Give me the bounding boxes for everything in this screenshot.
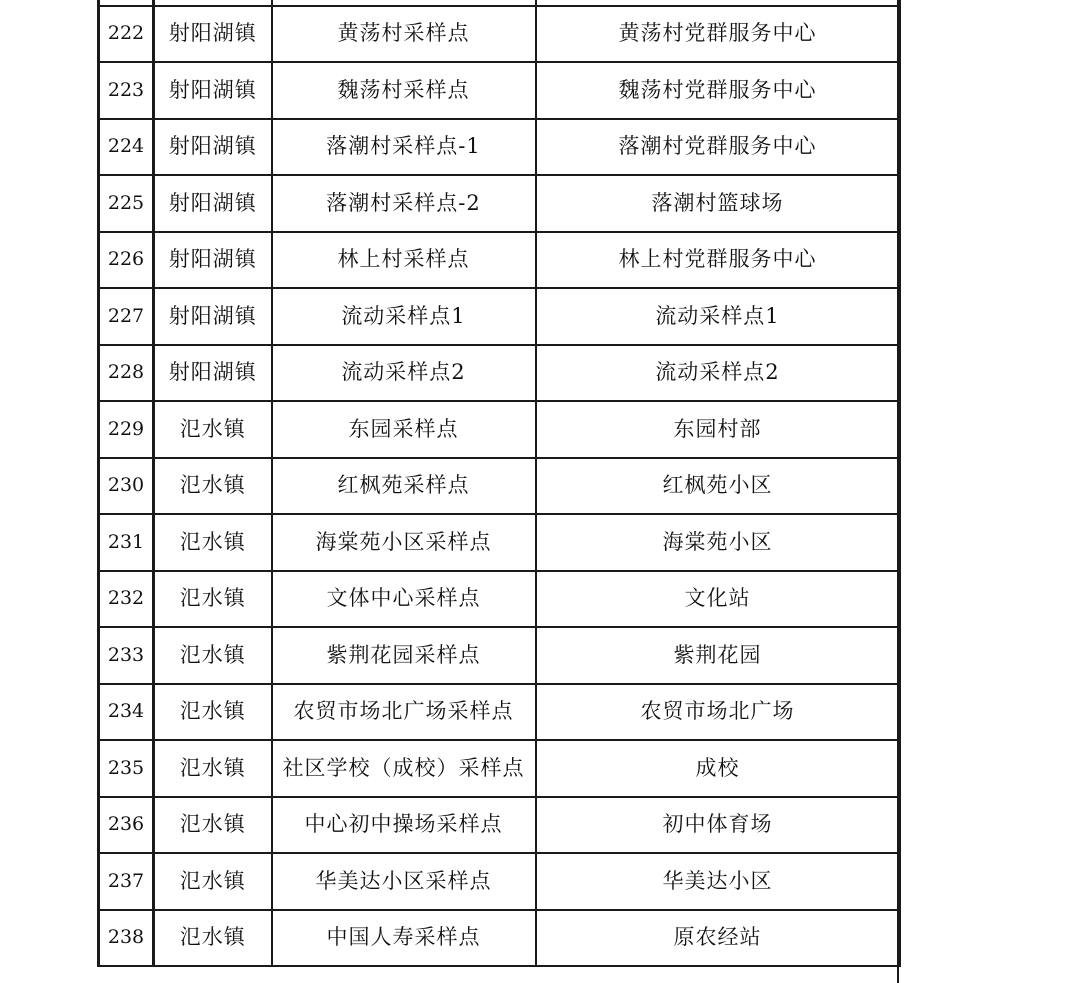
sampling-site-cell: 东园采样点 bbox=[272, 401, 536, 458]
sampling-site-cell: 农贸市场北广场采样点 bbox=[272, 684, 536, 741]
row-number-cell: 237 bbox=[99, 853, 154, 910]
row-number-cell: 230 bbox=[99, 458, 154, 515]
location-cell: 落潮村党群服务中心 bbox=[536, 119, 900, 176]
location-cell: 东园村部 bbox=[536, 401, 900, 458]
town-cell: 氾水镇 bbox=[154, 514, 272, 571]
table-row bbox=[99, 853, 900, 910]
sampling-site-cell: 落潮村采样点-1 bbox=[272, 119, 536, 176]
row-number-cell: 222 bbox=[99, 6, 154, 63]
sampling-site-cell: 文体中心采样点 bbox=[272, 571, 536, 628]
table-row bbox=[99, 910, 900, 967]
location-cell: 原农经站 bbox=[536, 910, 900, 967]
location-cell: 红枫苑小区 bbox=[536, 458, 900, 515]
table-row bbox=[99, 232, 900, 289]
location-cell: 林上村党群服务中心 bbox=[536, 232, 900, 289]
row-number-cell: 225 bbox=[99, 175, 154, 232]
row-number-cell: 233 bbox=[99, 627, 154, 684]
town-cell: 氾水镇 bbox=[154, 740, 272, 797]
table-row bbox=[99, 62, 900, 119]
town-cell: 氾水镇 bbox=[154, 401, 272, 458]
table-row bbox=[99, 401, 900, 458]
table-body bbox=[99, 0, 900, 966]
sampling-site-cell: 流动采样点2 bbox=[272, 345, 536, 402]
location-cell: 流动采样点1 bbox=[536, 288, 900, 345]
table-row bbox=[99, 119, 900, 176]
town-cell: 射阳湖镇 bbox=[154, 62, 272, 119]
location-cell: 海棠苑小区 bbox=[536, 514, 900, 571]
sampling-site-cell: 中国人寿采样点 bbox=[272, 910, 536, 967]
row-number-cell: 232 bbox=[99, 571, 154, 628]
table-row bbox=[99, 797, 900, 854]
town-cell: 射阳湖镇 bbox=[154, 288, 272, 345]
location-cell: 初中体育场 bbox=[536, 797, 900, 854]
table-row bbox=[99, 458, 900, 515]
sampling-site-cell: 社区学校（成校）采样点 bbox=[272, 740, 536, 797]
sampling-sites-table-sheet bbox=[97, 0, 898, 983]
town-cell: 氾水镇 bbox=[154, 910, 272, 967]
row-number-cell: 228 bbox=[99, 345, 154, 402]
town-cell: 射阳湖镇 bbox=[154, 345, 272, 402]
sampling-site-cell: 海棠苑小区采样点 bbox=[272, 514, 536, 571]
sampling-sites-table bbox=[97, 0, 901, 967]
sampling-site-cell: 红枫苑采样点 bbox=[272, 458, 536, 515]
town-cell: 射阳湖镇 bbox=[154, 175, 272, 232]
table-row bbox=[99, 684, 900, 741]
row-number-cell: 234 bbox=[99, 684, 154, 741]
row-number-cell: 226 bbox=[99, 232, 154, 289]
table-row bbox=[99, 740, 900, 797]
table-row bbox=[99, 514, 900, 571]
sampling-site-cell: 中心初中操场采样点 bbox=[272, 797, 536, 854]
table-row bbox=[99, 345, 900, 402]
location-cell: 魏荡村党群服务中心 bbox=[536, 62, 900, 119]
town-cell: 射阳湖镇 bbox=[154, 232, 272, 289]
row-number-cell: 231 bbox=[99, 514, 154, 571]
town-cell: 氾水镇 bbox=[154, 797, 272, 854]
row-number-cell: 238 bbox=[99, 910, 154, 967]
table-row bbox=[99, 6, 900, 63]
town-cell: 氾水镇 bbox=[154, 627, 272, 684]
row-number-cell: 227 bbox=[99, 288, 154, 345]
row-number-cell: 229 bbox=[99, 401, 154, 458]
sampling-site-cell: 林上村采样点 bbox=[272, 232, 536, 289]
location-cell: 黄荡村党群服务中心 bbox=[536, 6, 900, 63]
location-cell: 农贸市场北广场 bbox=[536, 684, 900, 741]
location-cell: 落潮村篮球场 bbox=[536, 175, 900, 232]
table-row bbox=[99, 175, 900, 232]
sampling-site-cell: 流动采样点1 bbox=[272, 288, 536, 345]
location-cell: 华美达小区 bbox=[536, 853, 900, 910]
town-cell: 射阳湖镇 bbox=[154, 6, 272, 63]
sampling-site-cell: 落潮村采样点-2 bbox=[272, 175, 536, 232]
location-cell: 成校 bbox=[536, 740, 900, 797]
town-cell: 氾水镇 bbox=[154, 853, 272, 910]
town-cell: 氾水镇 bbox=[154, 458, 272, 515]
row-number-cell: 223 bbox=[99, 62, 154, 119]
table-right-border bbox=[897, 0, 899, 983]
town-cell: 氾水镇 bbox=[154, 684, 272, 741]
location-cell: 文化站 bbox=[536, 571, 900, 628]
table-row bbox=[99, 627, 900, 684]
row-number-cell: 235 bbox=[99, 740, 154, 797]
location-cell: 流动采样点2 bbox=[536, 345, 900, 402]
row-number-cell: 224 bbox=[99, 119, 154, 176]
row-number-cell: 236 bbox=[99, 797, 154, 854]
location-cell: 紫荆花园 bbox=[536, 627, 900, 684]
town-cell: 氾水镇 bbox=[154, 571, 272, 628]
sampling-site-cell: 华美达小区采样点 bbox=[272, 853, 536, 910]
town-cell: 射阳湖镇 bbox=[154, 119, 272, 176]
table-row bbox=[99, 288, 900, 345]
sampling-site-cell: 魏荡村采样点 bbox=[272, 62, 536, 119]
sampling-site-cell: 紫荆花园采样点 bbox=[272, 627, 536, 684]
table-row bbox=[99, 571, 900, 628]
sampling-site-cell: 黄荡村采样点 bbox=[272, 6, 536, 63]
